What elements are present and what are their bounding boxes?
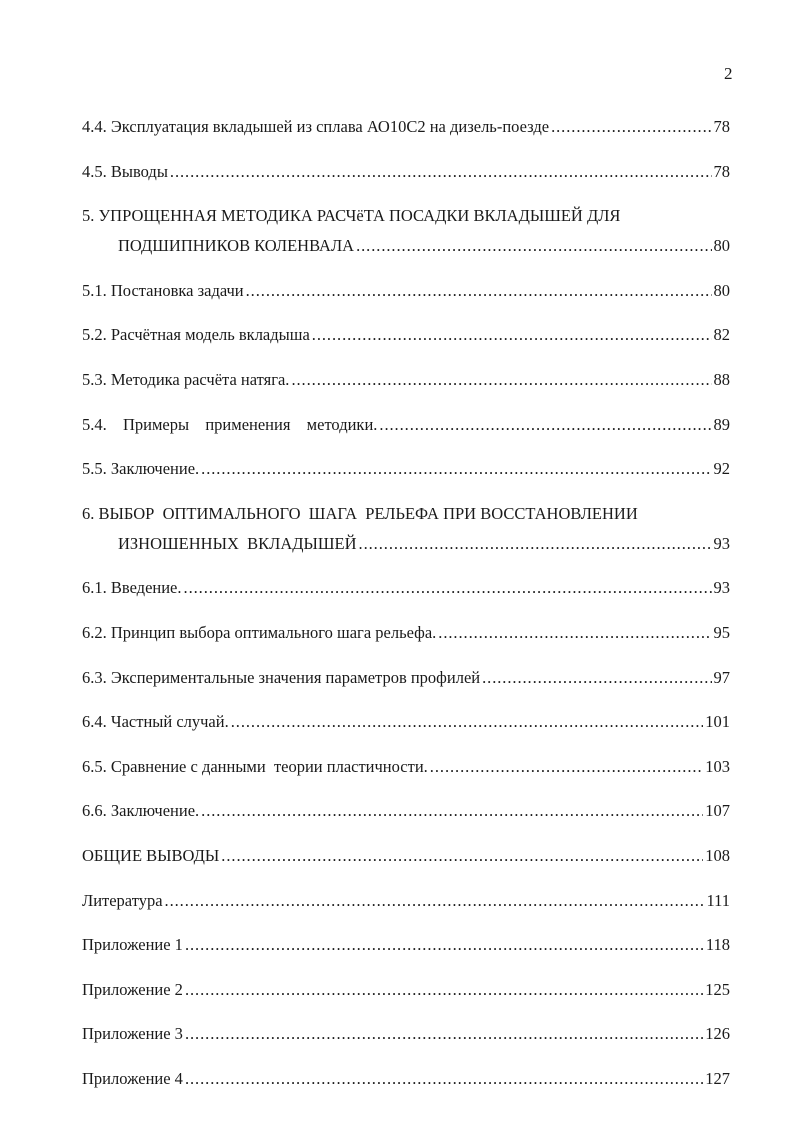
- dot-leader: [312, 320, 712, 350]
- toc-entry-page: 80: [713, 236, 730, 256]
- chapter-title-line2: ИЗНОШЕННЫХ ВКЛАДЫШЕЙ: [118, 533, 357, 553]
- dot-leader: [185, 1064, 703, 1094]
- toc-entry-page: 93: [713, 578, 730, 598]
- dot-leader: [246, 276, 712, 306]
- dot-leader: [359, 529, 712, 559]
- chapter-title-line1: 6. ВЫБОР ОПТИМАЛЬНОГО ШАГА РЕЛЬЕФА ПРИ ВОССТАНОВЛЕНИИ: [82, 503, 638, 523]
- toc-entry-label: 4.4. Эксплуатация вкладышей из сплава АО10С2 на дизель-поезде: [82, 117, 550, 136]
- dot-leader: [165, 886, 705, 916]
- toc-entry-appendix-1[interactable]: [82, 930, 730, 975]
- toc-entry-page: 93: [713, 533, 730, 553]
- toc-entry-4-5[interactable]: [82, 157, 730, 202]
- dot-leader: [551, 112, 711, 142]
- dot-leader: [379, 410, 711, 440]
- toc-entry-6-4[interactable]: [82, 707, 730, 752]
- dot-leader: [184, 573, 712, 603]
- toc-entry-4-4[interactable]: [82, 112, 730, 157]
- toc-entry-page: 111: [706, 890, 730, 910]
- toc-entry-label: 5.2. Расчётная модель вкладыша: [82, 325, 310, 345]
- dot-leader: [482, 663, 711, 693]
- toc-chapter-6[interactable]: [82, 499, 730, 559]
- toc-entry-page: 78: [713, 117, 730, 136]
- toc-entry-page: 88: [713, 369, 730, 389]
- toc-entry-page: 80: [713, 280, 730, 300]
- toc-entry-label: Приложение 1: [82, 935, 183, 955]
- dot-leader: [201, 796, 703, 826]
- table-of-contents: [82, 112, 730, 1108]
- toc-entry-label: 6.5. Сравнение с данными теории пластичности.: [82, 756, 428, 776]
- toc-entry-page: 89: [713, 414, 730, 434]
- chapter-title-line1: 5. УПРОЩЕННАЯ МЕТОДИКА РАСЧёТА ПОСАДКИ ВКЛАДЫШЕЙ ДЛЯ: [82, 206, 621, 226]
- dot-leader: [170, 157, 712, 187]
- dot-leader: [291, 365, 711, 395]
- toc-entry-page: 82: [713, 325, 730, 345]
- toc-entry-5-2[interactable]: [82, 320, 730, 365]
- toc-entry-label: Приложение 3: [82, 1024, 183, 1044]
- dot-leader: [438, 618, 711, 648]
- toc-entry-page: 103: [705, 756, 730, 776]
- dot-leader: [231, 707, 704, 737]
- toc-entry-label: Приложение 4: [82, 1068, 183, 1088]
- dot-leader: [221, 841, 703, 871]
- dot-leader: [185, 930, 704, 960]
- toc-entry-page: 101: [705, 712, 730, 732]
- toc-entry-page: 78: [713, 161, 730, 181]
- toc-entry-label: Приложение 2: [82, 979, 183, 999]
- toc-entry-page: 118: [705, 935, 730, 955]
- toc-entry-page: 107: [705, 801, 730, 821]
- toc-entry-label: 5.4. Примеры применения методики.: [82, 414, 378, 434]
- toc-entry-label: ОБЩИЕ ВЫВОДЫ: [82, 845, 220, 865]
- toc-entry-label: 5.1. Постановка задачи: [82, 280, 244, 300]
- toc-entry-page: 125: [705, 979, 730, 999]
- toc-entry-label: 6.3. Экспериментальные значения параметров профилей: [82, 667, 481, 687]
- toc-entry-appendix-2[interactable]: [82, 975, 730, 1020]
- toc-entry-page: 126: [705, 1024, 730, 1044]
- toc-entry-literature[interactable]: [82, 886, 730, 931]
- toc-entry-label: 5.5. Заключение.: [82, 459, 200, 479]
- dot-leader: [356, 231, 711, 261]
- toc-entry-appendix-4[interactable]: [82, 1064, 730, 1109]
- toc-entry-6-2[interactable]: [82, 618, 730, 663]
- toc-entry-page: 92: [713, 459, 730, 479]
- toc-entry-6-5[interactable]: [82, 752, 730, 797]
- toc-entry-6-3[interactable]: [82, 663, 730, 708]
- dot-leader: [201, 454, 711, 484]
- page-number: 2: [724, 64, 733, 83]
- toc-entry-label: 5.3. Методика расчёта натяга.: [82, 369, 290, 389]
- toc-entry-label: 6.2. Принцип выбора оптимального шага рельефа.: [82, 622, 437, 642]
- dot-leader: [185, 975, 703, 1005]
- toc-entry-page: 127: [705, 1068, 730, 1088]
- toc-entry-appendix-3[interactable]: [82, 1019, 730, 1064]
- toc-entry-5-4[interactable]: [82, 410, 730, 455]
- toc-entry-conclusions[interactable]: [82, 841, 730, 886]
- toc-entry-5-1[interactable]: [82, 276, 730, 321]
- dot-leader: [185, 1019, 703, 1049]
- toc-entry-label: 6.1. Введение.: [82, 578, 182, 598]
- toc-entry-page: 97: [713, 667, 730, 687]
- toc-entry-5-5[interactable]: [82, 454, 730, 499]
- toc-chapter-5[interactable]: [82, 201, 730, 261]
- toc-entry-label: 6.6. Заключение.: [82, 801, 200, 821]
- toc-entry-page: 95: [713, 622, 730, 642]
- toc-entry-5-3[interactable]: [82, 365, 730, 410]
- chapter-title-line2: ПОДШИПНИКОВ КОЛЕНВАЛА: [118, 236, 355, 256]
- toc-entry-label: 4.5. Выводы: [82, 161, 168, 181]
- dot-leader: [430, 752, 703, 782]
- toc-entry-6-1[interactable]: [82, 573, 730, 618]
- toc-entry-6-6[interactable]: [82, 796, 730, 841]
- toc-entry-page: 108: [705, 845, 730, 865]
- toc-entry-label: Литература: [82, 890, 163, 910]
- toc-entry-label: 6.4. Частный случай.: [82, 712, 229, 732]
